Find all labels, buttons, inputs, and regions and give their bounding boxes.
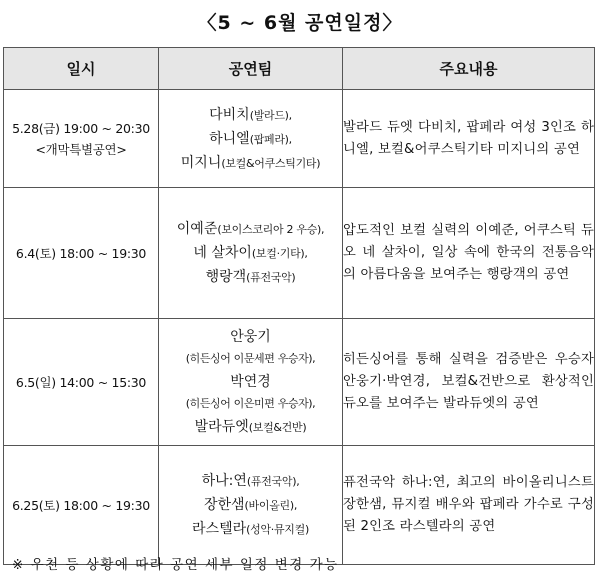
performer-name: 하나:연 xyxy=(201,473,247,489)
performer-genre: (바이올린), xyxy=(244,499,298,512)
performer-name: 하니엘 xyxy=(209,130,250,147)
table-row xyxy=(4,90,595,188)
footnote: ※ 우천 등 상황에 따라 공연 세부 일정 변경 가능 xyxy=(12,557,339,573)
date-time: 6.4(토) 18:00 ~ 19:30 xyxy=(15,245,147,261)
performer xyxy=(159,415,342,439)
performer-genre: (퓨전국악), xyxy=(246,475,300,488)
performer-note: (히든싱어 이문세편 우승자), xyxy=(185,352,316,365)
schedule-table xyxy=(3,47,595,565)
date-time: 6.25(토) 18:00 ~ 19:30 xyxy=(12,497,150,513)
performer xyxy=(159,151,342,175)
performer xyxy=(159,469,342,493)
table-row xyxy=(4,446,595,565)
team-cell xyxy=(159,319,343,446)
performer xyxy=(159,325,342,348)
performer xyxy=(159,103,342,127)
performer-genre: (성악·뮤지컬) xyxy=(246,523,309,536)
performer-genre: (보컬&건반) xyxy=(248,421,307,434)
date-time: 5.28(금) 19:00 ~ 20:30 xyxy=(12,120,150,136)
header-date: 일시 xyxy=(4,48,159,90)
performer-genre: (보이스코리아 2 우승), xyxy=(217,223,325,236)
description-cell: 퓨전국악 하나:연, 최고의 바이올리니스트 장한샘, 뮤지컬 배우와 팝페라 가수로 구성된 2인조 라스텔라의 공연 xyxy=(343,446,595,565)
performer-name: 발라듀엣 xyxy=(194,419,249,435)
description-cell: 압도적인 보컬 실력의 이예준, 어쿠스틱 듀오 네 살차이, 일상 속에 한국의 전통음악의 아름다움을 보여주는 행랑객의 공연 xyxy=(343,188,595,319)
date-note: <개막특별공연> xyxy=(35,141,127,157)
performer xyxy=(159,370,342,393)
header-team: 공연팀 xyxy=(159,48,343,90)
performer-name: 박연경 xyxy=(230,374,271,390)
performer-genre: (발라드), xyxy=(249,108,292,122)
performer-genre: (퓨전국악) xyxy=(246,271,296,284)
team-cell xyxy=(159,188,343,319)
team-cell xyxy=(159,446,343,565)
header-description: 주요내용 xyxy=(343,48,595,90)
description-cell: 히든싱어를 통해 실력을 검증받은 우승자 안웅기·박연경, 보컬&건반으로 환상적인 듀오를 보여주는 발라듀엣의 공연 xyxy=(343,319,595,446)
table-header-row xyxy=(4,48,595,90)
performer xyxy=(159,265,342,289)
performer-name: 라스텔라 xyxy=(192,521,247,537)
performer xyxy=(159,493,342,517)
date-cell xyxy=(4,188,159,319)
performer-genre: (팝페라), xyxy=(249,132,292,146)
table-row xyxy=(4,319,595,446)
performer-genre: (보컬·기타), xyxy=(251,247,308,260)
date-cell xyxy=(4,90,159,188)
performer-name: 이예준 xyxy=(176,221,218,237)
page-title: 〈5 ~ 6월 공연일정〉 xyxy=(197,12,403,34)
performer-name: 네 살차이 xyxy=(193,245,252,261)
performer xyxy=(159,217,342,241)
performer-note: (히든싱어 이은미편 우승자), xyxy=(185,397,316,410)
date-cell xyxy=(4,446,159,565)
performer-name: 다비치 xyxy=(209,106,250,123)
date-time: 6.5(일) 14:00 ~ 15:30 xyxy=(15,374,147,390)
performer-name: 미지니 xyxy=(180,154,222,171)
performer-name: 행랑객 xyxy=(205,269,247,285)
performer-genre: (보컬&어쿠스틱기타) xyxy=(221,156,321,170)
performer xyxy=(159,241,342,265)
performer xyxy=(159,127,342,151)
description-cell: 발라드 듀엣 다비치, 팝페라 여성 3인조 하니엘, 보컬&어쿠스틱기타 미지니의 공연 xyxy=(343,90,595,188)
performer xyxy=(159,517,342,541)
table-row xyxy=(4,188,595,319)
performer-name: 안웅기 xyxy=(230,329,271,345)
performer-name: 장한샘 xyxy=(203,497,245,513)
team-cell xyxy=(159,90,343,188)
date-cell xyxy=(4,319,159,446)
